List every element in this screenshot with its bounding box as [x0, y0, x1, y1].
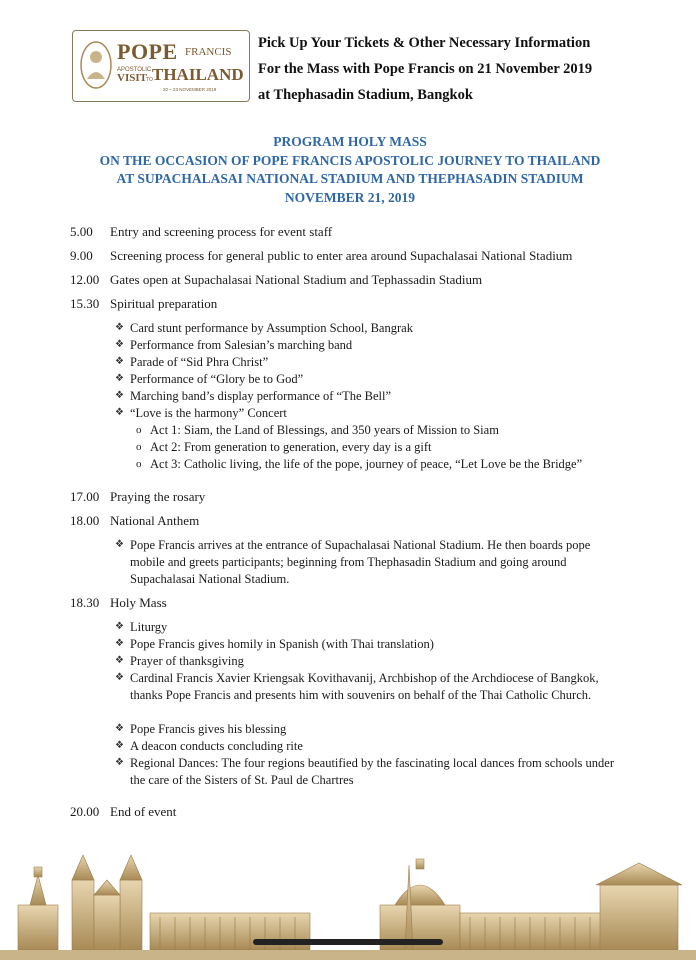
- program-title-line-3: AT SUPACHALASAI NATIONAL STADIUM AND THEPHASADIN STADIUM: [116, 171, 584, 186]
- document-page: POPE FRANCIS APOSTOLIC VISIT TO THAILAND 20 – 23 NOVEMBER 2019 Pick Up Your Tickets & Other Necessary Information For the Mass with Pope Francis on 21 November 2019 at Thephasadin Stadium, Bangkok PROGRAM HOLY MASS ON THE OCCASION OF POPE FRANCIS APOSTOLIC JOURNEY TO THAILAND AT SUPACHALASAI NATIONAL STADIUM AND THEPHASADIN STADIUM NOVEMBER 21, 2019 5.00 Entry and screening process for event staff 9.00 Screening process for general public to enter area around Supachalasai National Stadium 12.00 Gates open at Supachalasai National Stadium and Tephassadin Stadium 15.30 Spiritual preparation ❖ Card stunt performance by Assumption School, Bangrak ❖ Performance from Salesian’s marching band ❖ Parade of “Sid Phra Christ” ❖ Performance of “Glory be to God” ❖ Marching band’s display performance of “The Bell” ❖ “Love is the harmony” Concert o Act 1: Siam, the Land of Blessings, and 350 years of Mission to Siam o Act 2: From generation to generation, every day is a gift o Act 3: Catholic living, the life of the pope, journey of peace, “Let Love be the Bridge” 17.00 Praying the rosary 18.00 National Anthem ❖ Pope Francis arrives at the entrance of Supachalasai National Stadium. He then boards pope mobile and greets participants; beginning from Thephasadin Stadium and going around Supachalasai National Stadium. 18.30 Holy Mass ❖ Liturgy ❖ Pope Francis gives homily in Spanish (with Thai translation) ❖ Prayer of thanksgiving ❖ Cardinal Francis Xavier Kriengsak Kovithavanij, Archbishop of the Archdiocese of Bangkok, thanks Pope Francis and presents him with souvenirs on behalf of the Thai Catholic Church. ❖ Pope Francis gives his blessing ❖ A deacon conducts concluding rite ❖ Regional Dances: The four regions beautified by the fascinating local dances from schools under the care of the Sisters of St. Paul de Chartres 20.00 End of event: [0, 0, 696, 960]
- program-title-line-4: NOVEMBER 21, 2019: [284, 189, 416, 205]
- logo-dates-text: 20 – 23 NOVEMBER 2019: [163, 87, 217, 92]
- schedule-time: 17.00: [70, 489, 100, 504]
- logo-thailand-text: THAILAND: [152, 65, 244, 84]
- schedule-row: [70, 513, 199, 529]
- diamond-bullet-icon: ❖: [115, 322, 124, 333]
- diamond-bullet-icon: ❖: [115, 339, 124, 350]
- diamond-bullet-icon: ❖: [115, 638, 124, 649]
- diamond-bullet-icon: ❖: [115, 356, 124, 367]
- schedule-desc: Praying the rosary: [110, 489, 206, 504]
- schedule-time: 12.00: [70, 272, 100, 287]
- diamond-bullet-icon: ❖: [115, 539, 124, 550]
- schedule-desc: Holy Mass: [110, 595, 167, 610]
- schedule-row: [70, 224, 332, 240]
- schedule-desc: Screening process for general public to enter area around Supachalasai National Stadium: [110, 248, 573, 263]
- logo-pope-text: POPE: [117, 39, 178, 64]
- schedule-time: 15.30: [70, 296, 100, 311]
- program-title-line-1: PROGRAM HOLY MASS: [273, 134, 427, 149]
- logo-visit-text: VISIT: [117, 72, 147, 84]
- schedule-time: 9.00: [70, 248, 93, 263]
- diamond-bullet-icon: ❖: [115, 740, 124, 751]
- schedule-desc: Gates open at Supachalasai National Stadium and Tephassadin Stadium: [110, 272, 483, 287]
- circle-bullet-icon: o: [136, 424, 142, 436]
- program-title: [60, 133, 640, 207]
- header-block: [258, 30, 678, 108]
- diamond-bullet-icon: ❖: [115, 672, 124, 683]
- schedule-time: 5.00: [70, 224, 93, 239]
- schedule-row: [70, 272, 482, 288]
- schedule-time: 18.00: [70, 513, 100, 528]
- schedule-desc: Spiritual preparation: [110, 296, 218, 311]
- logo-francis-text: FRANCIS: [185, 46, 232, 58]
- circle-bullet-icon: o: [136, 458, 142, 470]
- pope-emblem-icon: [79, 39, 113, 91]
- schedule-time: 20.00: [70, 804, 100, 819]
- diamond-bullet-icon: ❖: [115, 655, 124, 666]
- circle-bullet-icon: o: [136, 441, 142, 453]
- header-line-1: Pick Up Your Tickets & Other Necessary Information: [258, 35, 591, 51]
- home-indicator-bar[interactable]: [253, 939, 443, 945]
- schedule-row: [70, 595, 167, 611]
- diamond-bullet-icon: ❖: [115, 621, 124, 632]
- program-title-line-2: ON THE OCCASION OF POPE FRANCIS APOSTOLIC JOURNEY TO THAILAND: [99, 152, 601, 168]
- schedule-desc: End of event: [110, 804, 177, 819]
- diamond-bullet-icon: ❖: [115, 723, 124, 734]
- schedule-row: [70, 248, 572, 264]
- header-line-3: at Thephasadin Stadium, Bangkok: [258, 87, 473, 103]
- schedule-desc: National Anthem: [110, 513, 200, 528]
- logo-apostolic-text: APOSTOLIC: [117, 67, 152, 73]
- logo-to-text: TO: [146, 77, 153, 83]
- diamond-bullet-icon: ❖: [115, 373, 124, 384]
- header-line-2: For the Mass with Pope Francis on 21 November 2019: [258, 61, 593, 77]
- schedule-row: [70, 489, 205, 505]
- schedule-desc: Entry and screening process for event staff: [110, 224, 333, 239]
- schedule-row: [70, 296, 217, 312]
- pope-visit-logo: [72, 30, 250, 102]
- schedule-time: 18.30: [70, 595, 100, 610]
- schedule-row: [70, 804, 176, 820]
- diamond-bullet-icon: ❖: [115, 390, 124, 401]
- diamond-bullet-icon: ❖: [115, 757, 124, 768]
- diamond-bullet-icon: ❖: [115, 407, 124, 418]
